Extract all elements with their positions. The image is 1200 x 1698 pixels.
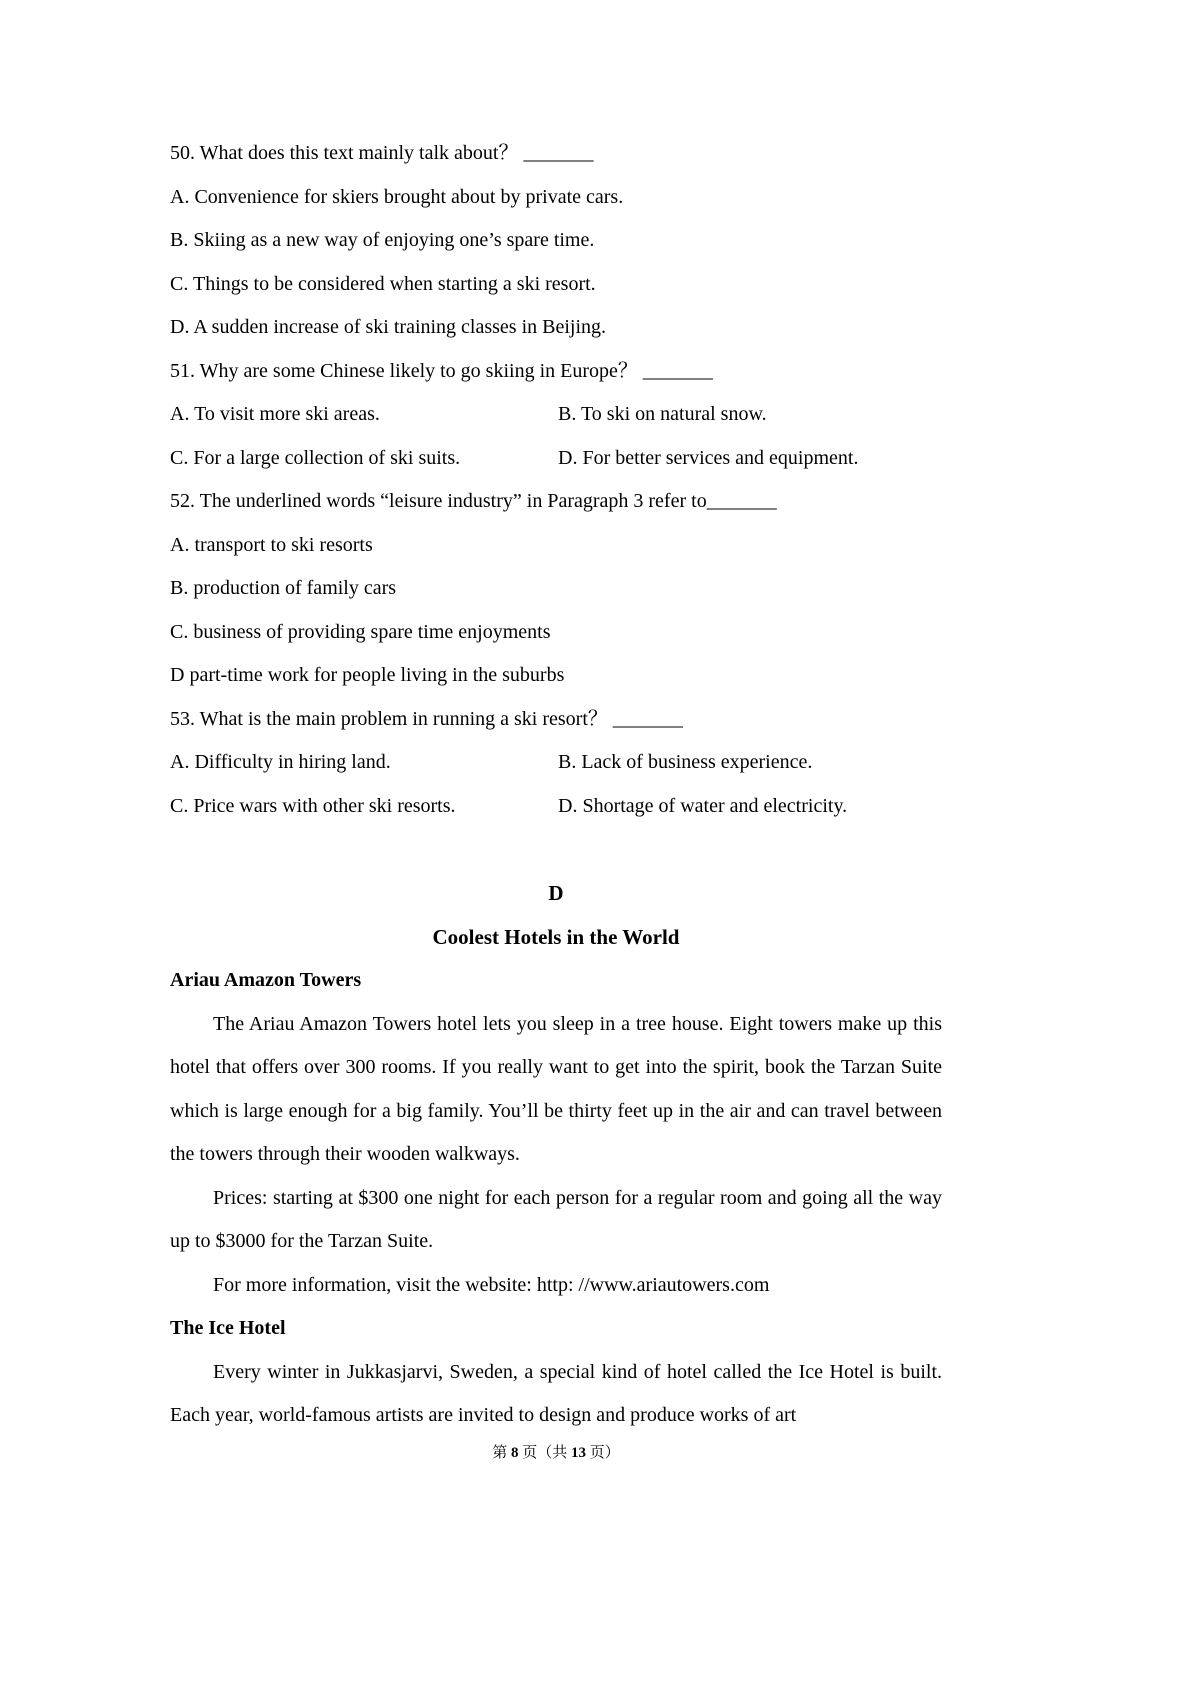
- question-51-options-ab: [170, 393, 942, 437]
- question-53-options-ab: [170, 741, 942, 785]
- question-51-option-a: A. To visit more ski areas.: [170, 403, 380, 425]
- question-50-option-d: D. A sudden increase of ski training classes in Beijing.: [170, 316, 607, 338]
- question-53-option-c: C. Price wars with other ski resorts.: [170, 794, 456, 817]
- question-53-stem: 53. What is the main problem in running a ski resort？ _______: [170, 707, 683, 730]
- question-50-stem: 50. What does this text mainly talk about？ _______: [170, 142, 594, 164]
- hotel-2-paragraph-1: Every winter in Jukkasjarvi, Sweden, a special kind of hotel called the Ice Hotel is built. Each year, world-famous artists are invited to design and produce works of art: [170, 1360, 942, 1426]
- passage-d-section: [170, 872, 942, 1438]
- footer-suffix: 页）: [589, 1444, 620, 1461]
- hotel-1-paragraph-1: The Ariau Amazon Towers hotel lets you sleep in a tree house. Eight towers make up this hotel that offers over 300 rooms. If you really want to get into the spirit, book the Tarzan Suite which is large enough for a big family. You’ll be thirty feet up in the air and can travel between the towers through their wooden walkways.: [170, 1012, 942, 1165]
- question-51-options-cd: [170, 437, 942, 481]
- footer-total-pages: 13: [571, 1444, 586, 1461]
- question-52-option-b: B. production of family cars: [170, 577, 397, 599]
- hotel-1-name: Ariau Amazon Towers: [170, 969, 362, 991]
- page-content: [170, 132, 942, 1464]
- question-53-options-cd: [170, 785, 942, 829]
- question-51-stem: 51. Why are some Chinese likely to go skiing in Europe？ _______: [170, 359, 713, 382]
- question-53-option-a: A. Difficulty in hiring land.: [170, 751, 391, 773]
- footer-page-number: 8: [510, 1444, 519, 1461]
- page-footer: [170, 1442, 942, 1464]
- question-53-option-b: B. Lack of business experience.: [558, 751, 813, 773]
- question-52-stem: 52. The underlined words “leisure industry” in Paragraph 3 refer to_______: [170, 490, 777, 512]
- question-50-option-c: C. Things to be considered when starting a ski resort.: [170, 272, 596, 295]
- question-50-option-b: B. Skiing as a new way of enjoying one’s spare time.: [170, 229, 595, 251]
- passage-title: Coolest Hotels in the World: [432, 924, 680, 949]
- question-51-option-b: B. To ski on natural snow.: [558, 403, 767, 425]
- question-52-option-d: D part-time work for people living in the suburbs: [170, 664, 565, 686]
- question-51-option-c: C. For a large collection of ski suits.: [170, 446, 461, 469]
- hotel-1-paragraph-3: For more information, visit the website: http: //www.ariautowers.com: [213, 1273, 770, 1296]
- question-53-option-d: D. Shortage of water and electricity.: [558, 794, 848, 817]
- question-52-option-c: C. business of providing spare time enjoyments: [170, 620, 551, 643]
- hotel-2-name: The Ice Hotel: [170, 1317, 286, 1339]
- passage-section-letter: D: [548, 881, 564, 905]
- question-50-option-a: A. Convenience for skiers brought about by private cars.: [170, 185, 624, 208]
- footer-middle: 页（共: [522, 1444, 568, 1461]
- footer-prefix: 第: [492, 1444, 508, 1461]
- question-51-option-d: D. For better services and equipment.: [558, 446, 859, 469]
- questions-section: [170, 132, 942, 828]
- hotel-1-paragraph-2: Prices: starting at $300 one night for each person for a regular room and going all the way up to $3000 for the Tarzan Suite.: [170, 1186, 942, 1252]
- question-52-option-a: A. transport to ski resorts: [170, 533, 373, 556]
